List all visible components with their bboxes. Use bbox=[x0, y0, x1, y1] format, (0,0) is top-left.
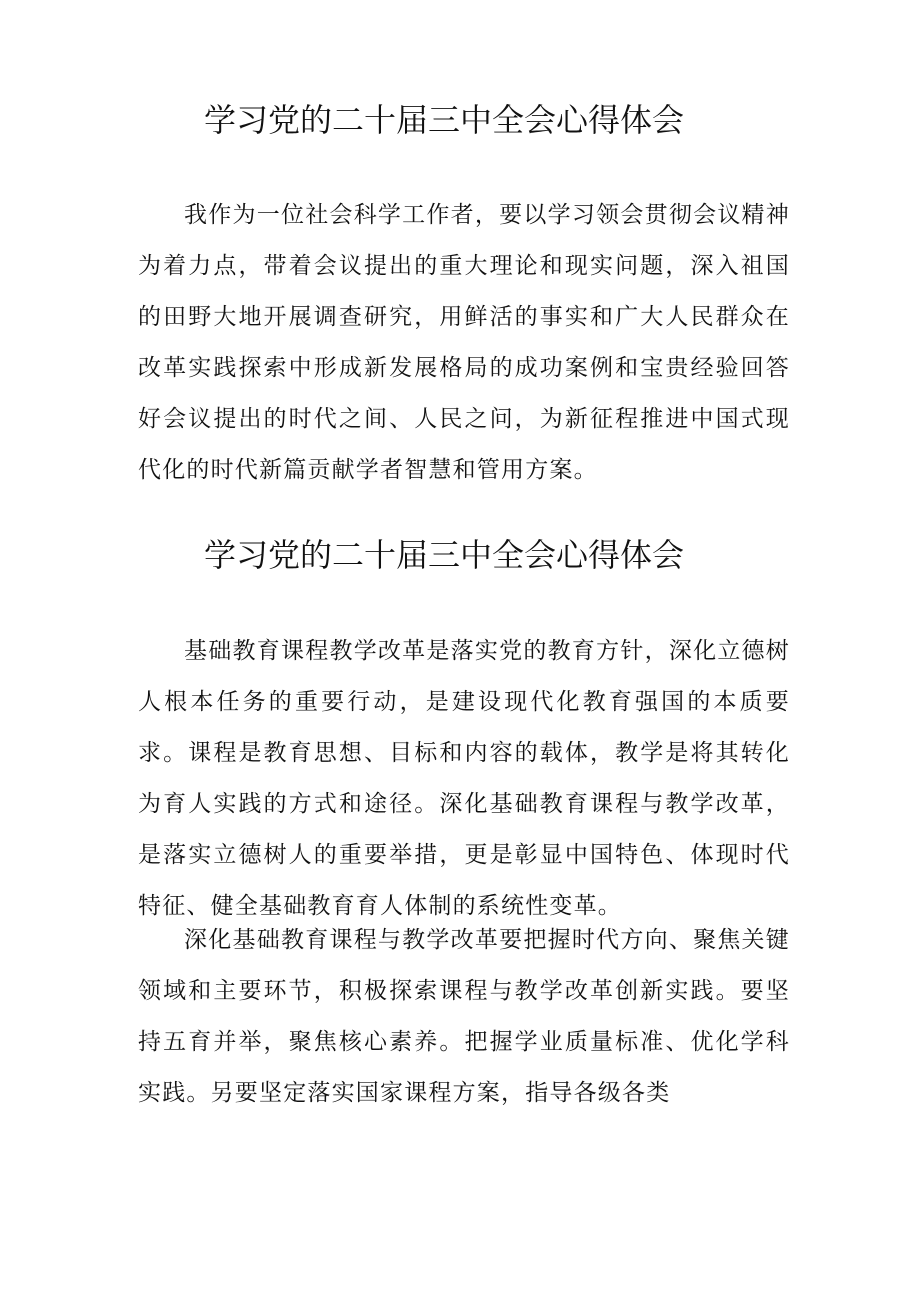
section-2-paragraph-1: 基础教育课程教学改革是落实党的教育方针，深化立德树人根本任务的重要行动，是建设现代化教育强国的本质要求。课程是教育思想、目标和内容的载体，教学是将其转化为育人实践的方式和途径。深化基础教育课程与教学改革，是落实立德树人的重要举措，更是彰显中国特色、体现时代特征、健全基础教育育人体制的系统性变革。 bbox=[138, 638, 790, 919]
section-1-paragraph-1: 我作为一位社会科学工作者，要以学习领会贯彻会议精神为着力点，带着会议提出的重大理论和现实问题，深入祖国的田野大地开展调查研究，用鲜活的事实和广大人民群众在改革实践探索中形成新发展格局的成功案例和宝贵经验回答好会议提出的时代之间、人民之问，为新征程推进中国式现代化的时代新篇贡献学者智慧和管用方案。 bbox=[138, 202, 790, 483]
section-1-title: 学习党的二十届三中全会心得体会 bbox=[203, 101, 684, 139]
section-2-title: 学习党的二十届三中全会心得体会 bbox=[203, 536, 684, 574]
section-2-paragraph-2: 深化基础教育课程与教学改革要把握时代方向、聚焦关键领域和主要环节，积极探索课程与教学改革创新实践。要坚持五育并举，聚焦核心素养。把握学业质量标准、优化学科实践。另要坚定落实国家课程方案，指导各级各类 bbox=[138, 927, 790, 1106]
